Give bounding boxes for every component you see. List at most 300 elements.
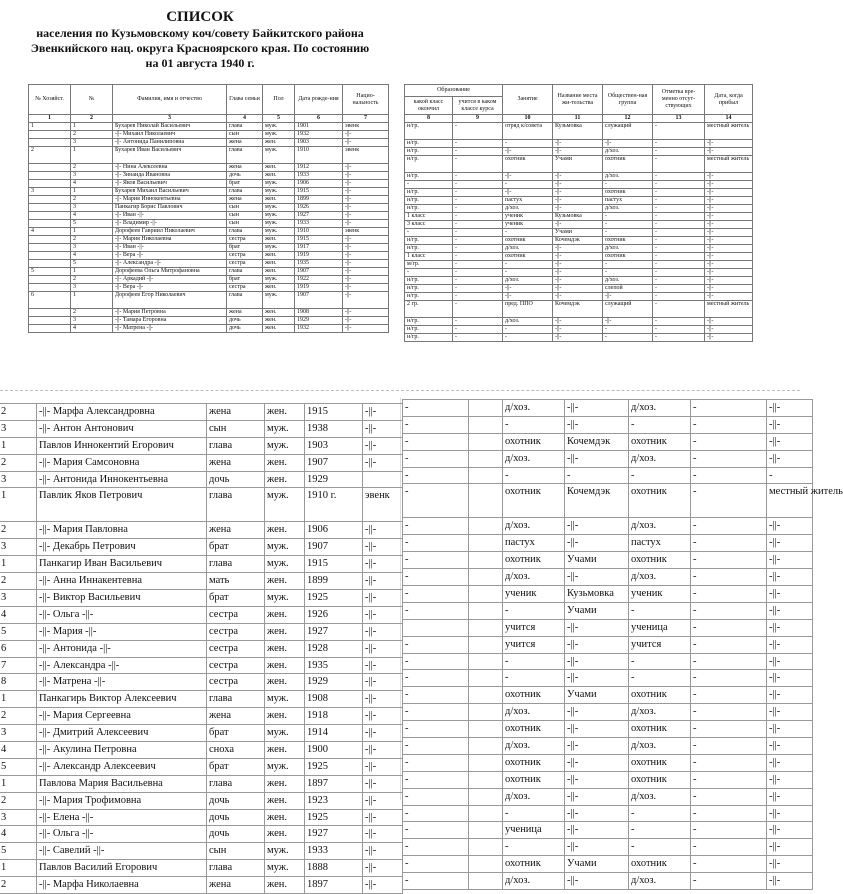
social-group-cell: ученик: [629, 586, 691, 603]
class-finished-cell: -: [403, 805, 469, 822]
class-studying-cell: -: [453, 189, 503, 197]
occupation-cell: -||-: [503, 189, 553, 197]
birth-year-cell: 1908: [295, 309, 343, 317]
full-name-cell: Дорофеева Ольга Митрофановна: [113, 268, 227, 276]
absent-note-cell: -: [691, 856, 767, 873]
residence-cell: -||-: [565, 704, 629, 721]
nationality-cell: эвенк: [343, 147, 389, 164]
class-studying-cell: [469, 602, 503, 619]
absent-note-cell: -: [653, 148, 705, 156]
class-finished-cell: 1 класс: [405, 213, 453, 221]
residence-cell: -||-: [565, 805, 629, 822]
table-row: [405, 285, 753, 293]
residence-cell: -||-: [565, 771, 629, 788]
class-finished-cell: -: [403, 416, 469, 433]
relation-cell: дочь: [207, 809, 265, 826]
person-number-cell: 4: [71, 325, 113, 333]
absent-note-cell: -: [653, 140, 705, 148]
sex-cell: жен.: [263, 139, 295, 147]
full-name-cell: -||- Михаил Николаевич: [113, 131, 227, 139]
occupation-cell: д/хоз.: [503, 873, 565, 890]
table-row: [0, 590, 403, 607]
class-studying-cell: [469, 754, 503, 771]
relation-cell: глава: [227, 123, 263, 131]
table-row: [29, 276, 389, 284]
social-group-cell: д/хоз.: [629, 569, 691, 586]
absent-note-cell: -: [691, 738, 767, 755]
occupation-cell: д/хоз.: [503, 277, 553, 285]
full-name-cell: -||- Иван -||-: [113, 212, 227, 220]
table-row: [403, 670, 813, 687]
birth-year-cell: 1917: [295, 244, 343, 252]
residence-cell: Кузьмовка: [565, 586, 629, 603]
person-number-cell: 5: [0, 758, 37, 775]
person-number-cell: 1: [71, 147, 113, 164]
sex-cell: жен.: [263, 309, 295, 317]
nationality-cell: -||-: [343, 204, 389, 212]
class-studying-cell: -: [453, 148, 503, 156]
document-title: СПИСОК: [166, 9, 234, 25]
arrival-date-cell: -||-: [705, 189, 753, 197]
sex-cell: муж.: [263, 188, 295, 196]
person-number-cell: 3: [71, 317, 113, 325]
class-studying-cell: -: [453, 123, 503, 140]
nationality-cell: [363, 471, 403, 488]
table-row: [403, 467, 813, 484]
absent-note-cell: -: [691, 805, 767, 822]
relation-cell: дочь: [207, 826, 265, 843]
birth-year-cell: 1910: [295, 228, 343, 236]
class-finished-cell: н/гр.: [405, 237, 453, 245]
occupation-cell: -: [503, 269, 553, 277]
table-row: [405, 148, 753, 156]
sex-cell: муж.: [263, 212, 295, 220]
social-group-cell: д/хоз.: [603, 148, 653, 156]
column-number: 14: [705, 115, 753, 123]
absent-note-cell: -: [691, 535, 767, 552]
nationality-cell: -||-: [363, 860, 403, 877]
arrival-date-cell: -||-: [705, 261, 753, 269]
absent-note-cell: -: [691, 822, 767, 839]
household-number-cell: [29, 204, 71, 212]
class-studying-cell: -: [453, 245, 503, 253]
arrival-date-cell: -||-: [767, 518, 813, 535]
class-finished-cell: -: [403, 400, 469, 417]
document-subtitle-line: Эвенкийского нац. округа Красноярского края. По состоянию: [30, 41, 370, 55]
sex-cell: муж.: [263, 292, 295, 309]
column-number: 2: [71, 115, 113, 123]
class-finished-cell: н/гр.: [405, 318, 453, 326]
person-number-cell: 4: [71, 180, 113, 188]
table-row: [405, 253, 753, 261]
birth-year-cell: 1915: [305, 556, 363, 573]
person-number-cell: 1: [0, 556, 37, 573]
person-number-cell: 2: [0, 792, 37, 809]
birth-year-cell: 1903: [295, 139, 343, 147]
sex-cell: жен.: [265, 775, 305, 792]
table-row: [403, 484, 813, 518]
class-finished-cell: -: [403, 687, 469, 704]
household-number-cell: [29, 252, 71, 260]
absent-note-cell: -: [691, 400, 767, 417]
social-group-cell: д/хоз.: [629, 738, 691, 755]
person-number-cell: 1: [0, 775, 37, 792]
social-group-cell: д/хоз.: [603, 173, 653, 181]
header-arrival-date: Дата, когда прибыл: [705, 85, 753, 115]
household-number-cell: [29, 180, 71, 188]
table-row: [29, 244, 389, 252]
class-studying-cell: [469, 467, 503, 484]
nationality-cell: -||-: [343, 172, 389, 180]
absent-note-cell: -: [653, 205, 705, 213]
document-title-block: [0, 8, 400, 71]
arrival-date-cell: -||-: [767, 856, 813, 873]
birth-year-cell: 1897: [305, 775, 363, 792]
birth-year-cell: 1933: [295, 172, 343, 180]
birth-year-cell: 1915: [305, 404, 363, 421]
full-name-cell: -||- Матрена -||-: [37, 674, 207, 691]
class-studying-cell: [469, 636, 503, 653]
residence-cell: -||-: [565, 416, 629, 433]
household-number-cell: [29, 164, 71, 172]
table-row: [0, 708, 403, 725]
relation-cell: глава: [207, 860, 265, 877]
full-name-cell: -||- Аркадий -||-: [113, 276, 227, 284]
absent-note-cell: -: [691, 416, 767, 433]
table-row: [405, 269, 753, 277]
relation-cell: дочь: [207, 792, 265, 809]
absent-note-cell: -: [691, 670, 767, 687]
table-row: [29, 317, 389, 325]
nationality-cell: -||-: [363, 606, 403, 623]
social-group-cell: д/хоз.: [603, 277, 653, 285]
class-studying-cell: [469, 738, 503, 755]
birth-year-cell: 1918: [305, 708, 363, 725]
person-number-cell: 2: [71, 196, 113, 204]
sex-cell: муж.: [263, 244, 295, 252]
relation-cell: глава: [227, 292, 263, 309]
nationality-cell: -||-: [363, 843, 403, 860]
table-row: [403, 518, 813, 535]
table-row: [403, 771, 813, 788]
arrival-date-cell: местный житель: [705, 156, 753, 173]
occupation-cell: -: [503, 805, 565, 822]
table-row: [403, 450, 813, 467]
social-group-cell: -: [629, 839, 691, 856]
person-number-cell: 4: [71, 252, 113, 260]
arrival-date-cell: -||-: [767, 450, 813, 467]
social-group-cell: д/хоз.: [629, 518, 691, 535]
birth-year-cell: 1929: [305, 471, 363, 488]
birth-year-cell: 1915: [295, 236, 343, 244]
sex-cell: муж.: [263, 276, 295, 284]
nationality-cell: -||-: [343, 292, 389, 309]
occupation-cell: учится: [503, 619, 565, 636]
sex-cell: муж.: [263, 220, 295, 228]
social-group-cell: охотник: [603, 253, 653, 261]
arrival-date-cell: -||-: [767, 788, 813, 805]
full-name-cell: Панкагир Иван Васильевич: [37, 556, 207, 573]
table-row: [0, 674, 403, 691]
occupation-cell: -: [503, 839, 565, 856]
person-number-cell: 2: [0, 404, 37, 421]
full-name-cell: -||- Марфа Александровна: [37, 404, 207, 421]
occupation-cell: -: [503, 140, 553, 148]
sex-cell: муж.: [265, 420, 305, 437]
occupation-cell: ученик: [503, 213, 553, 221]
absent-note-cell: -: [653, 213, 705, 221]
nationality-cell: -||-: [343, 276, 389, 284]
person-number-cell: 2: [0, 522, 37, 539]
social-group-cell: пастух: [629, 535, 691, 552]
birth-year-cell: 1910: [295, 147, 343, 164]
arrival-date-cell: -||-: [705, 213, 753, 221]
residence-cell: Кузьмовка: [553, 213, 603, 221]
birth-year-cell: 1933: [305, 843, 363, 860]
full-name-cell: -||- Ольга -||-: [37, 606, 207, 623]
class-finished-cell: -: [403, 721, 469, 738]
birth-year-cell: 1897: [305, 877, 363, 894]
arrival-date-cell: -||-: [705, 140, 753, 148]
table-row: [0, 691, 403, 708]
residence-cell: Учами: [565, 602, 629, 619]
sex-cell: жен.: [263, 236, 295, 244]
class-studying-cell: [469, 586, 503, 603]
relation-cell: дочь: [227, 325, 263, 333]
class-finished-cell: н/гр.: [405, 326, 453, 334]
arrival-date-cell: местный житель: [767, 484, 813, 518]
birth-year-cell: 1899: [305, 573, 363, 590]
table-row: [29, 139, 389, 147]
header-occupation: Занятие: [503, 85, 553, 115]
full-name-cell: -||- Антон Антонович: [37, 420, 207, 437]
household-number-cell: [29, 139, 71, 147]
header-full-name: Фамилия, имя и отчество: [113, 85, 227, 115]
occupation-cell: охотник: [503, 433, 565, 450]
full-name-cell: -||- Декабрь Петрович: [37, 539, 207, 556]
birth-year-cell: 1888: [305, 860, 363, 877]
full-name-cell: -||- Александра -||-: [37, 657, 207, 674]
table-row: [405, 156, 753, 173]
person-number-cell: 1: [71, 123, 113, 131]
relation-cell: сестра: [207, 623, 265, 640]
household-number-cell: 3: [29, 188, 71, 196]
birth-year-cell: 1907: [305, 454, 363, 471]
column-number: 9: [453, 115, 503, 123]
nationality-cell: -||-: [363, 792, 403, 809]
table-row: [405, 213, 753, 221]
birth-year-cell: 1929: [295, 317, 343, 325]
full-name-cell: -||- Тамара Егоровна: [113, 317, 227, 325]
full-name-cell: -||- Зинаида Ивановна: [113, 172, 227, 180]
full-name-cell: -||- Мария Сергеевна: [37, 708, 207, 725]
birth-year-cell: 1926: [295, 204, 343, 212]
table-row: [29, 196, 389, 204]
table-row: [403, 822, 813, 839]
social-group-cell: -: [603, 213, 653, 221]
arrival-date-cell: -||-: [767, 805, 813, 822]
sex-cell: жен.: [265, 809, 305, 826]
column-number: 6: [295, 115, 343, 123]
relation-cell: жена: [227, 164, 263, 172]
household-number-cell: [29, 131, 71, 139]
occupation-cell: -||-: [503, 293, 553, 301]
table-row: [0, 404, 403, 421]
nationality-cell: -||-: [363, 573, 403, 590]
relation-cell: брат: [227, 244, 263, 252]
person-number-cell: 3: [0, 809, 37, 826]
full-name-cell: -||- Мария Петровна: [113, 309, 227, 317]
class-studying-cell: [469, 518, 503, 535]
birth-year-cell: 1926: [305, 606, 363, 623]
absent-note-cell: -: [653, 156, 705, 173]
column-number: 7: [343, 115, 389, 123]
relation-cell: сын: [227, 204, 263, 212]
arrival-date-cell: -||-: [705, 318, 753, 326]
person-number-cell: 2: [0, 454, 37, 471]
header-person-number: №: [71, 85, 113, 115]
residence-cell: Кочемдэк: [553, 301, 603, 318]
social-group-cell: -: [629, 670, 691, 687]
person-number-cell: 5: [0, 843, 37, 860]
residence-cell: -||-: [565, 653, 629, 670]
relation-cell: брат: [207, 758, 265, 775]
table-row: [0, 725, 403, 742]
residence-cell: Кочемдэк: [565, 433, 629, 450]
nationality-cell: -||-: [363, 437, 403, 454]
sex-cell: муж.: [265, 556, 305, 573]
table-row: [29, 236, 389, 244]
table-row: [0, 758, 403, 775]
table-row: [405, 189, 753, 197]
relation-cell: жена: [207, 522, 265, 539]
sex-cell: жен.: [265, 640, 305, 657]
birth-year-cell: 1932: [295, 325, 343, 333]
nationality-cell: -||-: [343, 180, 389, 188]
table-row: [0, 860, 403, 877]
residence-cell: -||-: [553, 277, 603, 285]
occupation-cell: -: [503, 670, 565, 687]
class-studying-cell: -: [453, 318, 503, 326]
arrival-date-cell: -||-: [705, 197, 753, 205]
birth-year-cell: 1927: [305, 623, 363, 640]
nationality-cell: -||-: [363, 758, 403, 775]
residence-cell: -||-: [553, 181, 603, 189]
absent-note-cell: -: [653, 123, 705, 140]
full-name-cell: Бухарев Иван Васильевич: [113, 147, 227, 164]
residence-cell: Учами: [565, 856, 629, 873]
occupation-cell: д/хоз.: [503, 400, 565, 417]
absent-note-cell: -: [653, 334, 705, 342]
full-name-cell: -||- Александр Алексеевич: [37, 758, 207, 775]
household-number-cell: [29, 196, 71, 204]
class-finished-cell: -: [403, 602, 469, 619]
table-row: [29, 164, 389, 172]
nationality-cell: -||-: [343, 284, 389, 292]
class-finished-cell: -: [405, 181, 453, 189]
arrival-date-cell: -||-: [767, 771, 813, 788]
occupation-cell: -||-: [503, 148, 553, 156]
social-group-cell: д/хоз.: [629, 450, 691, 467]
sex-cell: муж.: [265, 843, 305, 860]
person-number-cell: 3: [71, 204, 113, 212]
person-number-cell: 4: [71, 212, 113, 220]
person-number-cell: 1: [71, 188, 113, 196]
table-row: [405, 237, 753, 245]
occupation-cell: ученица: [503, 822, 565, 839]
full-name-cell: -||- Антонида Иннокентьевна: [37, 471, 207, 488]
class-studying-cell: [469, 721, 503, 738]
class-studying-cell: [469, 450, 503, 467]
class-studying-cell: [469, 805, 503, 822]
absent-note-cell: -: [653, 269, 705, 277]
class-finished-cell: -: [403, 552, 469, 569]
class-studying-cell: [469, 839, 503, 856]
sex-cell: муж.: [265, 691, 305, 708]
birth-year-cell: 1900: [305, 742, 363, 759]
birth-year-cell: 1927: [295, 212, 343, 220]
sex-cell: жен.: [263, 164, 295, 172]
person-number-cell: 3: [0, 539, 37, 556]
table-row: [403, 805, 813, 822]
class-studying-cell: -: [453, 301, 503, 318]
arrival-date-cell: -||-: [705, 269, 753, 277]
person-number-cell: 2: [0, 877, 37, 894]
full-name-cell: -||- Анна Иннакентевна: [37, 573, 207, 590]
absent-note-cell: -: [691, 450, 767, 467]
birth-year-cell: 1919: [295, 284, 343, 292]
class-studying-cell: [469, 670, 503, 687]
residence-cell: -||-: [565, 636, 629, 653]
table-row: [29, 220, 389, 228]
arrival-date-cell: -||-: [705, 181, 753, 189]
relation-cell: дочь: [227, 317, 263, 325]
arrival-date-cell: -||-: [705, 285, 753, 293]
table-row: [29, 204, 389, 212]
absent-note-cell: -: [691, 704, 767, 721]
arrival-date-cell: -||-: [705, 237, 753, 245]
absent-note-cell: -: [691, 771, 767, 788]
class-studying-cell: -: [453, 221, 503, 229]
table-row: [405, 173, 753, 181]
occupation-cell: охотник: [503, 771, 565, 788]
birth-year-cell: 1938: [305, 420, 363, 437]
full-name-cell: Панкагирь Виктор Алексеевич: [37, 691, 207, 708]
relation-cell: дочь: [207, 471, 265, 488]
household-number-cell: [29, 260, 71, 268]
arrival-date-cell: -||-: [705, 221, 753, 229]
nationality-cell: -||-: [363, 420, 403, 437]
social-group-cell: -: [603, 221, 653, 229]
class-finished-cell: -: [405, 229, 453, 237]
person-number-cell: 5: [0, 623, 37, 640]
class-studying-cell: [469, 569, 503, 586]
person-number-cell: 3: [71, 284, 113, 292]
table-row: [405, 277, 753, 285]
nationality-cell: -||-: [363, 725, 403, 742]
occupation-cell: отряд к/совета: [503, 123, 553, 140]
table-row: [0, 657, 403, 674]
relation-cell: глава: [207, 691, 265, 708]
arrival-date-cell: -||-: [767, 721, 813, 738]
table-row: [403, 400, 813, 417]
table-row: [403, 788, 813, 805]
nationality-cell: -||-: [363, 657, 403, 674]
table-row: [405, 140, 753, 148]
residence-cell: Кочемдэк: [553, 237, 603, 245]
class-studying-cell: [469, 484, 503, 518]
table-row: [403, 873, 813, 890]
